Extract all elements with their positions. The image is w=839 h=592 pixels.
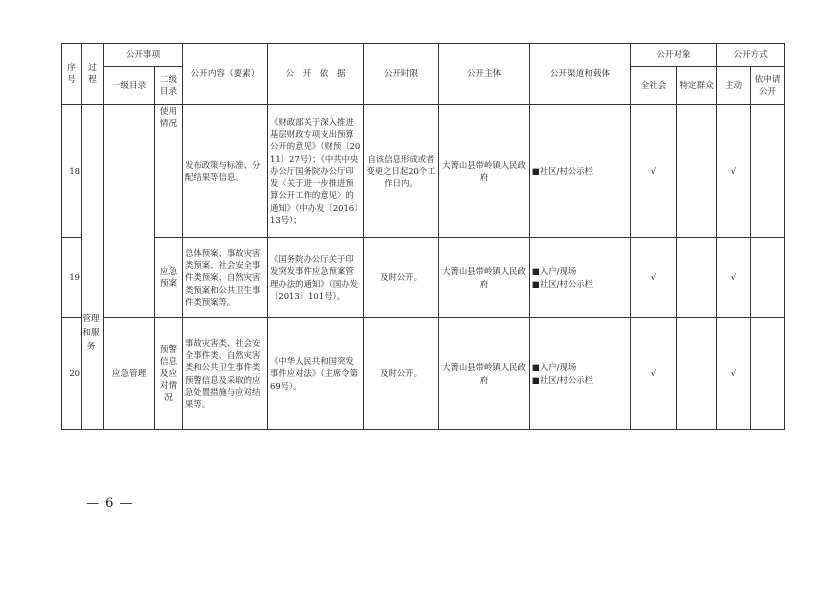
method-apply-cell [751,105,785,238]
header-method: 公开方式 [717,44,785,67]
header-method-active: 主动 [717,67,751,105]
table-row [62,238,785,318]
subject-cell: 大箐山县带岭镇人民政府 [439,238,530,318]
content-cell: 发布政策与标准、分配结果等信息。 [183,105,268,238]
header-target-specific: 特定群众 [677,67,717,105]
header-matters: 公开事项 [104,44,183,67]
channel-cell [530,105,631,238]
header-seq: 序号 [62,44,82,105]
method-active-cell: √ [717,238,751,318]
header-process: 过程 [82,44,104,105]
table-row [62,105,785,238]
target-specific-cell [677,105,717,238]
target-all-cell: √ [631,238,677,318]
target-all-cell: √ [631,105,677,238]
header-level2: 二级目录 [155,67,183,105]
channel-cell [530,318,631,430]
channel-item: ■社区/村公示栏 [532,278,593,289]
header-content: 公开内容（要素） [183,44,268,105]
basis-cell: 《财政部关于深入推进基层财政专项支出预算公开的意见》（财预〔2011〕27号）；《中共中央办公厅国务院办公厅印发〈关于进一步推进预算公开工作的意见〉的通知》（中办发〔2016〕13号）； [268,105,364,238]
content-cell: 事故灾害类、社会安全事件类、自然灾害类和公共卫生事件类预警信息及采取的应急处置措施与应对结果等。 [183,318,268,430]
header-method-apply: 依申请公开 [751,67,785,105]
header-time-limit: 公开时限 [364,44,439,105]
process-cell [82,105,104,430]
target-all-cell: √ [631,318,677,430]
row-number: 20 [62,318,82,430]
header-target: 公开对象 [631,44,717,67]
basis-cell: 《国务院办公厅关于印发突发事件应急预案管理办法的通知》（国办发〔2013〕101号）。 [268,238,364,318]
level1-cell: 应急管理 [104,318,155,430]
row-number: 18 [62,105,82,238]
channel-item: ■社区/村公示栏 [532,165,593,176]
header-level1: 一级目录 [104,67,155,105]
basis-cell: 《中华人民共和国突发事件应对法》（主席令第69号）。 [268,318,364,430]
time-limit-cell: 自该信息形成或者变更之日起20个工作日内。 [364,105,439,238]
row-number: 19 [62,238,82,318]
header-basis: 公 开 依 据 [268,44,364,105]
content-cell: 总体预案、事故灾害类预案、社会安全事件类预案、自然灾害类预案和公共卫生事件类预案等。 [183,238,268,318]
target-specific-cell [677,238,717,318]
method-apply-cell [751,318,785,430]
method-apply-cell [751,238,785,318]
header-subject: 公开主体 [439,44,530,105]
method-active-cell: √ [717,105,751,238]
method-active-cell: √ [717,318,751,430]
target-specific-cell [677,318,717,430]
page-number: — 6 — [86,496,134,511]
subject-cell: 大箐山县带岭镇人民政府 [439,318,530,430]
level2-cell: 使用情况 [155,105,183,238]
level2-cell: 应急预案 [155,238,183,318]
channel-cell [530,238,631,318]
header-channel: 公开渠道和载体 [530,44,631,105]
channel-item: ■入户/现场 [532,362,577,373]
level1-cell-empty [104,105,155,318]
header-row-1 [62,44,785,67]
time-limit-cell: 及时公开。 [364,238,439,318]
process-label: 管理和服务 [82,314,100,352]
table-row [62,318,785,430]
time-limit-cell: 及时公开。 [364,318,439,430]
header-target-all: 全社会 [631,67,677,105]
channel-item: ■入户/现场 [532,266,577,277]
level2-cell: 预警信息及应对情况 [155,318,183,430]
disclosure-table [61,43,785,430]
channel-item: ■社区/村公示栏 [532,374,593,385]
subject-cell: 大箐山县带岭镇人民政府 [439,105,530,238]
